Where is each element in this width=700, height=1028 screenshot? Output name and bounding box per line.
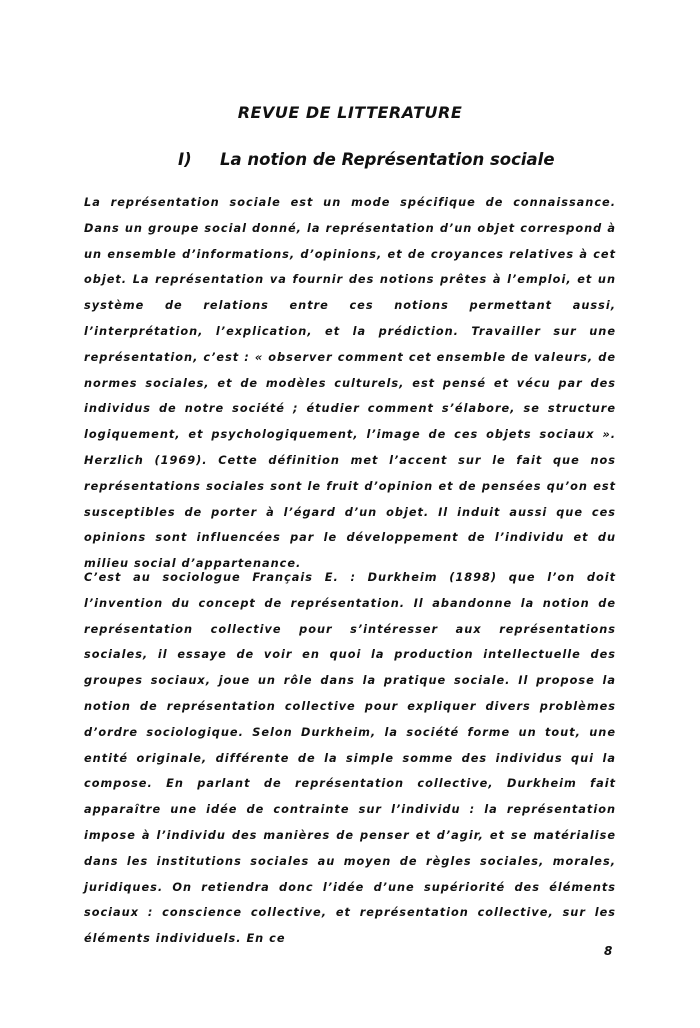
paragraph-1: La représentation sociale est un mode spécifique de connaissance. Dans un groupe social donné, la représentation d’un objet correspond à un ensemble d’informations, d’opinions, et de croyances relatives à cet objet. La représentation va fournir des notions prêtes à l’emploi, et un système de relations entre ces notions permettant aussi, l’interprétation, l’explication, et la prédiction. Travailler sur une représentation, c’est : « observer comment cet ensemble de valeurs, de normes sociales, et de modèles culturels, est pensé et vécu par des individus de notre société ; étudier comment s’élabore, se structure logiquement, et psychologiquement, l’image de ces objets sociaux ». Herzlich (1969). Cette définition met l’accent sur le fait que nos représentations sociales sont le fruit d’opinion et de pensées qu’on est susceptibles de porter à l’égard d’un objet. Il induit aussi que ces opinions sont influencées par le développement de l’individu et du milieu social d’appartenance. [84,196,616,571]
paragraph-2: C’est au sociologue Français E. : Durkheim (1898) que l’on doit l’invention du concept de représentation. Il abandonne la notion de représentation collective pour s’intéresser aux représentations sociales, il essaye de voir en quoi la production intellectuelle des groupes sociaux, joue un rôle dans la pratique sociale. Il propose la notion de représentation collective pour expliquer divers problèmes d’ordre sociologique. Selon Durkheim, la société forme un tout, une entité originale, différente de la simple somme des individus qui la compose. En parlant de représentation collective, Durkheim fait apparaître une idée de contrainte sur l’individu : la représentation impose à l’individu des manières de penser et d’agir, et se matérialise dans les institutions sociales au moyen de règles sociales, morales, juridiques. On retiendra donc l’idée d’une supériorité des éléments sociaux : conscience collective, et représentation collective, sur les éléments individuels. En ce [84,571,616,946]
section-heading-text: La notion de Représentation sociale [220,150,555,169]
section-number: I) [178,150,192,169]
section-heading [178,150,555,169]
page-number: 8 [604,944,613,958]
page-title: REVUE DE LITTERATURE [237,103,463,122]
